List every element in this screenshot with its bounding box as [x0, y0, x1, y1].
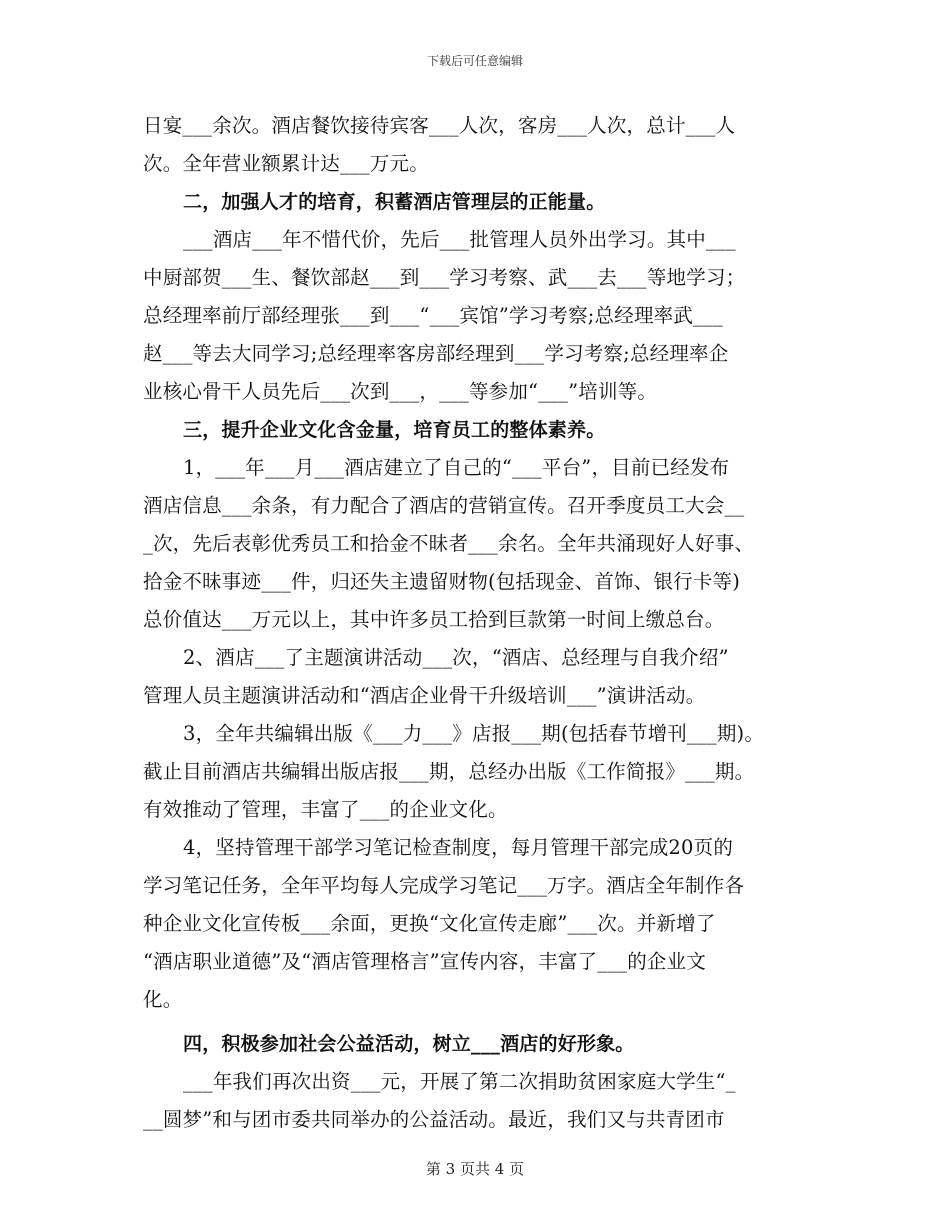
text-line: 业核心骨干人员先后___次到___，___等参加“___”培训等。 — [143, 380, 658, 403]
text-line: 日宴___余次。酒店餐饮接待宾客___人次，客房___人次，总计___人 — [143, 114, 736, 137]
text-line: 酒店信息___余条，有力配合了酒店的营销宣传。召开季度员工大会__ — [143, 494, 745, 517]
text-line: 有效推动了管理，丰富了___的企业文化。 — [143, 798, 508, 821]
text-line: 中厨部贺___生、餐饮部赵___到___学习考察、武___去___等地学习； — [143, 266, 746, 289]
text-line: 管理人员主题演讲活动和“酒店企业骨干升级培训___”演讲活动。 — [143, 684, 706, 707]
text-line: 总价值达___万元以上，其中许多员工拾到巨款第一时间上缴总台。 — [143, 608, 725, 631]
text-line: 赵___等去大同学习;总经理率客房部经理到___学习考察;总经理率企 — [143, 342, 729, 365]
document-body — [143, 107, 808, 1139]
paragraph-start: 2、酒店___了主题演讲活动___次，“酒店、总经理与自我介绍” — [183, 646, 729, 669]
text-line: _次，先后表彰优秀员工和拾金不昧者___余名。全年共涌现好人好事、 — [143, 532, 755, 555]
section-heading-2: 二，加强人才的培育，积蓄酒店管理层的正能量。 — [183, 191, 606, 213]
text-line: 学习笔记任务，全年平均每人完成学习笔记___万字。酒店全年制作各 — [143, 874, 745, 897]
page-footer: 第 3 页共 4 页 — [425, 1160, 525, 1178]
text-line: 化。 — [143, 988, 183, 1011]
text-line: __圆梦”和与团市委共同举办的公益活动。最近，我们又与共青团市 — [143, 1108, 725, 1131]
section-heading-3: 三，提升企业文化含金量，培育员工的整体素养。 — [183, 419, 606, 441]
section-heading-4: 四，积极参加社会公益活动，树立___酒店的好形象。 — [183, 1033, 635, 1055]
page-header: 下载后可任意编辑 — [426, 54, 523, 68]
text-line: 次。全年营业额累计达___万元。 — [143, 152, 429, 175]
paragraph-start: 3，全年共编辑出版《___力___》店报___期(包括春节增刊___期)。 — [183, 722, 765, 745]
paragraph-start: 1，___年___月___酒店建立了自己的“___平台”，目前已经发布 — [183, 456, 730, 479]
text-line: “酒店职业道德”及“酒店管理格言”宣传内容，丰富了___的企业文 — [143, 950, 707, 973]
text-line: 截止目前酒店共编辑出版店报___期，总经办出版《工作简报》___期。 — [143, 760, 755, 783]
paragraph-start: ___酒店___年不惜代价，先后___批管理人员外出学习。其中___ — [183, 228, 736, 251]
text-line: 种企业文化宣传板___余面，更换“文化宣传走廊”___次。并新增了 — [143, 912, 716, 935]
paragraph-start: ___年我们再次出资___元，开展了第二次捐助贫困家庭大学生“_ — [183, 1070, 736, 1093]
paragraph-start: 4，坚持管理干部学习笔记检查制度，每月管理干部完成20页的 — [183, 836, 734, 859]
text-line: 总经理率前厅部经理张___到___“___宾馆”学习考察;总经理率武___ — [143, 304, 723, 327]
text-line: 拾金不昧事迹___件，归还失主遗留财物(包括现金、首饰、银行卡等) — [143, 570, 741, 593]
